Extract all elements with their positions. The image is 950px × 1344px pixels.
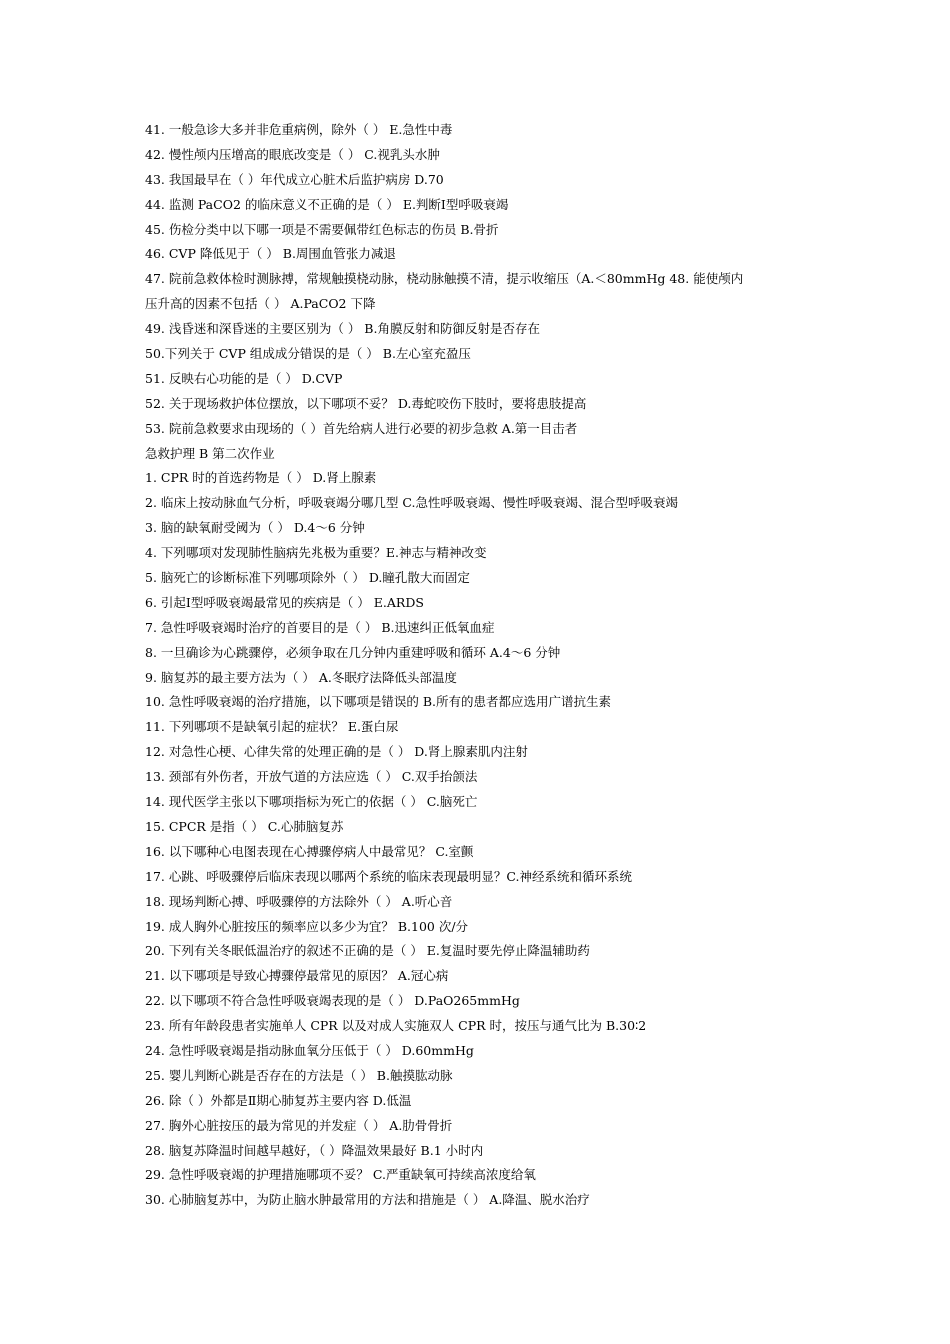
section-heading: 急救护理 B 第二次作业 <box>145 445 275 461</box>
text-line: 30. 心肺脑复苏中，为防止脑水肿最常用的方法和措施是（ ） A.降温、脱水治疗 <box>145 1192 590 1208</box>
text-line: 7. 急性呼吸衰竭时治疗的首要目的是（ ） B.迅速纠正低氧血症 <box>145 619 495 635</box>
text-line: 17. 心跳、呼吸骤停后临床表现以哪两个系统的临床表现最明显？C.神经系统和循环系统 <box>145 868 632 884</box>
text-line: 14. 现代医学主张以下哪项指标为死亡的依据（ ） C.脑死亡 <box>145 794 478 810</box>
text-line: 51. 反映右心功能的是（ ） D.CVP <box>145 370 343 386</box>
text-line: 18. 现场判断心搏、呼吸骤停的方法除外（ ） A.听心音 <box>145 893 453 909</box>
text-line: 1. CPR 时的首选药物是（ ） D.肾上腺素 <box>145 470 377 486</box>
text-line: 28. 脑复苏降温时间越早越好，（ ）降温效果最好 B.1 小时内 <box>145 1142 484 1158</box>
text-line: 13. 颈部有外伤者，开放气道的方法应选（ ） C.双手抬颌法 <box>145 769 478 785</box>
text-line: 16. 以下哪种心电图表现在心搏骤停病人中最常见？ C.室颤 <box>145 843 474 859</box>
text-line: 47. 院前急救体检时测脉搏，常规触摸桡动脉，桡动脉触摸不清，提示收缩压（A.＜80mmHg 48. 能使颅内 <box>145 271 744 287</box>
text-line: 3. 脑的缺氧耐受阈为（ ） D.4～6 分钟 <box>145 520 365 536</box>
text-line: 44. 监测 PaCO2 的临床意义不正确的是（ ） E.判断Ⅰ型呼吸衰竭 <box>145 196 509 212</box>
text-line: 49. 浅昏迷和深昏迷的主要区别为（ ） B.角膜反射和防御反射是否存在 <box>145 321 540 337</box>
text-line: 2. 临床上按动脉血气分析，呼吸衰竭分哪几型 C.急性呼吸衰竭、慢性呼吸衰竭、混合型呼吸衰竭 <box>145 495 678 511</box>
text-line: 21. 以下哪项是导致心搏骤停最常见的原因？ A.冠心病 <box>145 968 449 984</box>
text-line: 8. 一旦确诊为心跳骤停，必须争取在几分钟内重建呼吸和循环 A.4～6 分钟 <box>145 644 561 660</box>
text-line: 19. 成人胸外心脏按压的频率应以多少为宜？ B.100 次/分 <box>145 918 469 934</box>
text-line: 20. 下列有关冬眠低温治疗的叙述不正确的是（ ） E.复温时要先停止降温辅助药 <box>145 943 590 959</box>
text-line: 27. 胸外心脏按压的最为常见的并发症（ ） A.肋骨骨折 <box>145 1117 453 1133</box>
text-line: 53. 院前急救要求由现场的（ ）首先给病人进行必要的初步急救 A.第一目击者 <box>145 420 578 436</box>
text-line: 压升高的因素不包括（ ） A.PaCO2 下降 <box>145 296 376 312</box>
text-line: 22. 以下哪项不符合急性呼吸衰竭表现的是（ ） D.PaO265mmHg <box>145 993 520 1009</box>
document-body <box>145 118 835 1213</box>
text-line: 52. 关于现场救护体位摆放，以下哪项不妥？ D.毒蛇咬伤下肢时，要将患肢提高 <box>145 395 587 411</box>
text-line: 4. 下列哪项对发现肺性脑病先兆极为重要？E.神志与精神改变 <box>145 545 487 561</box>
text-line: 26. 除（ ）外都是Ⅱ期心肺复苏主要内容 D.低温 <box>145 1092 412 1108</box>
text-line: 9. 脑复苏的最主要方法为（ ） A.冬眠疗法降低头部温度 <box>145 669 457 685</box>
text-line: 25. 婴儿判断心跳是否存在的方法是（ ） B.触摸肱动脉 <box>145 1067 453 1083</box>
text-line: 42. 慢性颅内压增高的眼底改变是（ ） C.视乳头水肿 <box>145 146 440 162</box>
text-line: 23. 所有年龄段患者实施单人 CPR 以及对成人实施双人 CPR 时，按压与通气比为 B.30∶2 <box>145 1018 647 1034</box>
text-line: 24. 急性呼吸衰竭是指动脉血氧分压低于（ ） D.60mmHg <box>145 1042 474 1058</box>
text-line: 50.下列关于 CVP 组成成分错误的是（ ） B.左心室充盈压 <box>145 346 471 362</box>
text-line: 12. 对急性心梗、心律失常的处理正确的是（ ） D.肾上腺素肌内注射 <box>145 744 528 760</box>
text-line: 29. 急性呼吸衰竭的护理措施哪项不妥？ C.严重缺氧可持续高浓度给氧 <box>145 1167 536 1183</box>
text-line: 45. 伤检分类中以下哪一项是不需要佩带红色标志的伤员 B.骨折 <box>145 221 499 237</box>
text-line: 6. 引起Ⅰ型呼吸衰竭最常见的疾病是（ ） E.ARDS <box>145 594 424 610</box>
text-line: 43. 我国最早在（ ）年代成立心脏术后监护病房 D.70 <box>145 171 444 187</box>
text-line: 46. CVP 降低见于（ ） B.周围血管张力减退 <box>145 246 396 262</box>
text-line: 11. 下列哪项不是缺氧引起的症状？ E.蛋白尿 <box>145 719 399 735</box>
text-line: 41. 一般急诊大多并非危重病例，除外（ ） E.急性中毒 <box>145 122 453 137</box>
text-line: 15. CPCR 是指（ ） C.心肺脑复苏 <box>145 818 344 834</box>
text-line: 5. 脑死亡的诊断标准下列哪项除外（ ） D.瞳孔散大而固定 <box>145 570 470 586</box>
text-line: 10. 急性呼吸衰竭的治疗措施，以下哪项是错误的 B.所有的患者都应选用广谱抗生素 <box>145 694 611 710</box>
